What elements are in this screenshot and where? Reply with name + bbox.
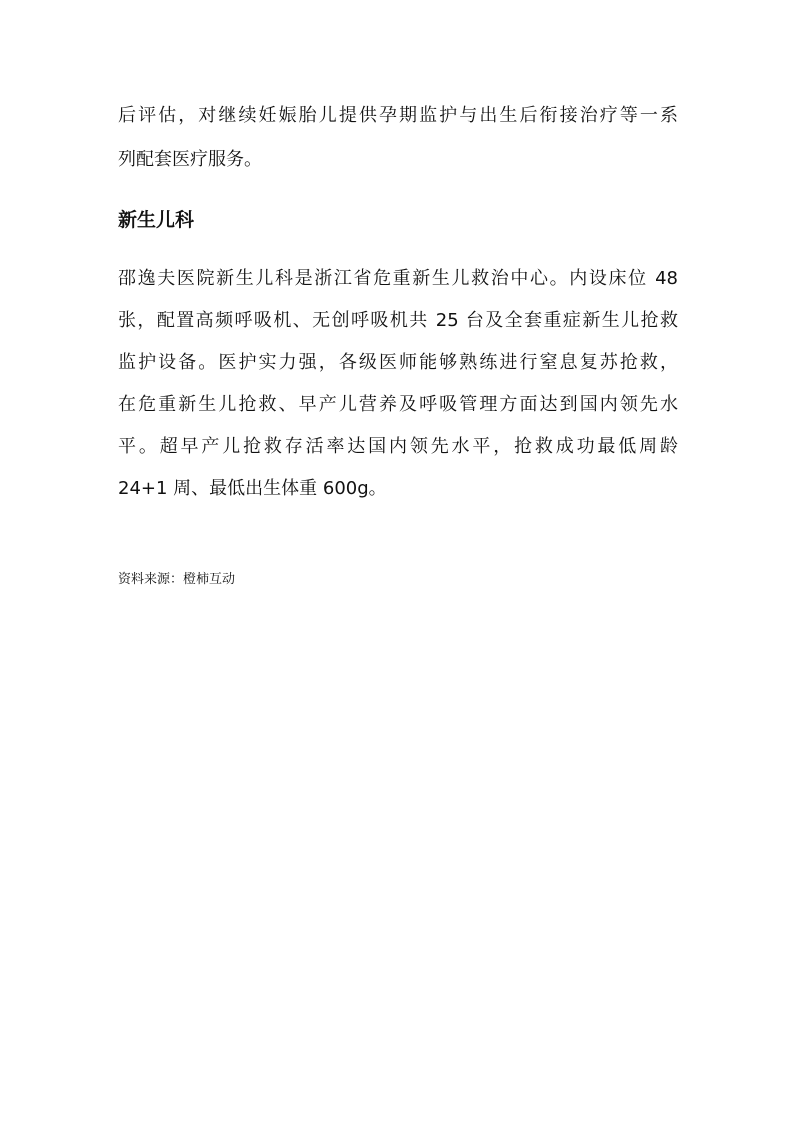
intro-paragraph-line: 列配套医疗服务。 — [118, 149, 262, 170]
section-paragraph-line: 24+1 周、最低出生体重 600g。 — [118, 478, 387, 499]
section-paragraph-line: 监护设备。医护实力强，各级医师能够熟练进行窒息复苏抢救， — [118, 352, 678, 373]
section-paragraph-line: 邵逸夫医院新生儿科是浙江省危重新生儿救治中心。内设床位 48 — [118, 268, 678, 289]
section-paragraph-line: 张，配置高频呼吸机、无创呼吸机共 25 台及全套重症新生儿抢救 — [118, 310, 678, 331]
intro-paragraph-line: 后评估，对继续妊娠胎儿提供孕期监护与出生后衔接治疗等一系 — [118, 105, 678, 126]
source-note: 资料来源：橙柿互动 — [118, 572, 236, 587]
section-heading: 新生儿科 — [118, 209, 195, 231]
section-paragraph-line: 在危重新生儿抢救、早产儿营养及呼吸管理方面达到国内领先水 — [118, 394, 678, 415]
section-paragraph-line: 平。超早产儿抢救存活率达国内领先水平，抢救成功最低周龄 — [118, 436, 678, 457]
